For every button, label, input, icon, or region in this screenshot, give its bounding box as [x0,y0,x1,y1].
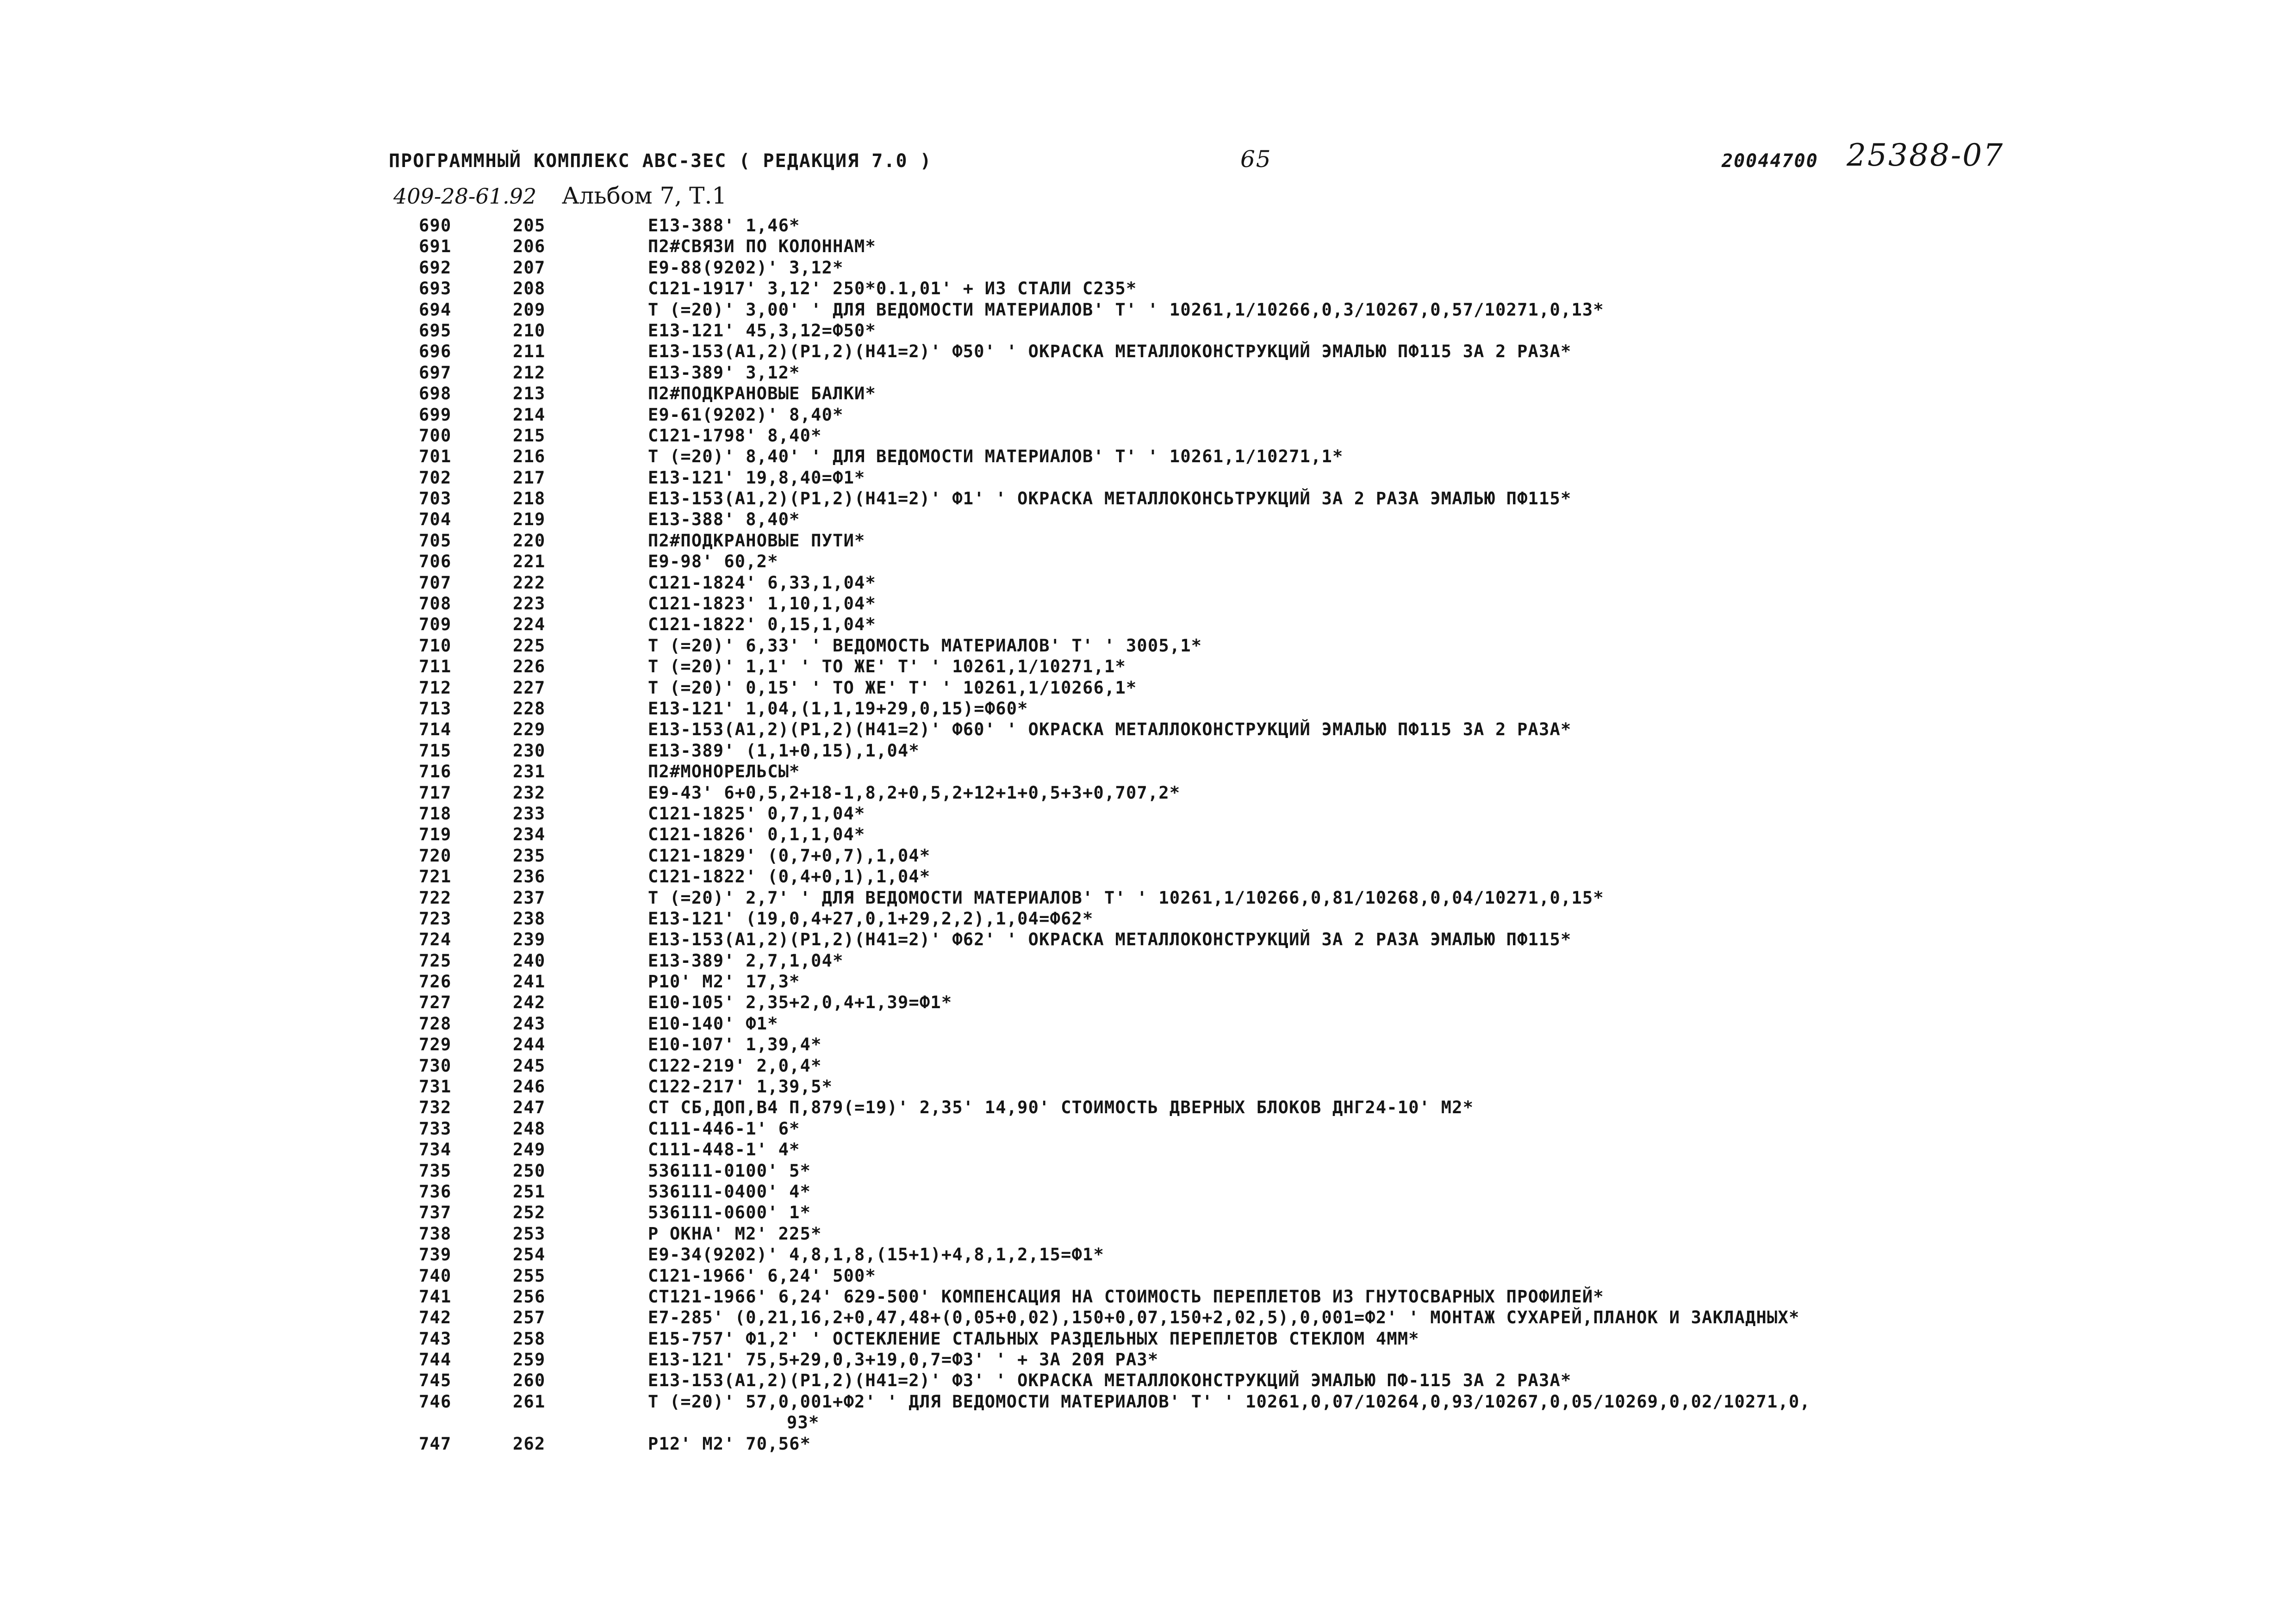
listing-row [0,803,2296,824]
record-number: 244 [513,1035,546,1055]
record-text [648,362,800,383]
listing-row [0,950,2296,971]
record-text-line: Е13-153(А1,2)(Р1,2)(Н41=2)' Ф50' ' ОКРАСКА МЕТАЛЛОКОНСТРУКЦИЙ ЭМАЛЬЮ ПФ115 ЗА 2 РАЗА* [648,341,1572,362]
record-text-line: Т (=20)' 57,0,001+Ф2' ' ДЛЯ ВЕДОМОСТИ МАТЕРИАЛОВ' Т' ' 10261,0,07/10264,0,93/10267,0,05/10269,0,02/10271,0, [648,1391,1811,1412]
record-text [648,299,1604,320]
listing-row [0,362,2296,383]
line-number: 716 [419,762,452,782]
line-number: 694 [419,299,452,320]
record-text [648,1118,800,1139]
record-text [648,1055,822,1076]
record-text [648,992,952,1013]
listing-row [0,509,2296,530]
record-number: 210 [513,320,546,341]
listing-row [0,593,2296,614]
record-text [648,782,1180,803]
line-number: 718 [419,803,452,824]
record-text-line: С121-1917' 3,12' 250*0.1,01' + ИЗ СТАЛИ С235* [648,279,1137,299]
record-number: 224 [513,614,546,635]
record-text-line: Е13-389' 2,7,1,04* [648,950,844,971]
record-number: 257 [513,1308,546,1328]
line-number: 740 [419,1265,452,1286]
record-number: 259 [513,1350,546,1370]
record-text [648,404,844,425]
record-text [648,950,844,971]
listing-row [0,698,2296,719]
record-number: 208 [513,279,546,299]
line-number: 697 [419,362,452,383]
record-text [648,887,1604,908]
line-number: 731 [419,1077,452,1097]
line-number: 710 [419,635,452,656]
record-text [648,719,1571,740]
record-number: 214 [513,404,546,425]
record-text-line: С121-1798' 8,40* [648,425,822,446]
line-number: 693 [419,279,452,299]
record-number: 239 [513,930,546,950]
listing-row [0,1328,2296,1349]
record-number: 245 [513,1055,546,1076]
listing-row [0,404,2296,425]
listing-row [0,971,2296,992]
record-text [648,1034,822,1055]
record-number: 232 [513,782,546,803]
record-text [648,446,1343,467]
handwritten-reference-line [393,180,727,212]
line-number: 736 [419,1181,452,1202]
record-text-line: П2#ПОДКРАНОВЫЕ ПУТИ* [648,530,865,551]
listing-row [0,719,2296,740]
record-number: 240 [513,950,546,971]
line-number: 746 [419,1391,452,1412]
record-text [648,845,930,866]
record-number: 215 [513,425,546,446]
record-text [648,656,1126,677]
listing-row [0,845,2296,866]
record-text-line: Е13-121' (19,0,4+27,0,1+29,2,2),1,04=Ф62* [648,908,1094,929]
record-number: 248 [513,1118,546,1139]
listing-row [0,1118,2296,1139]
listing-row [0,488,2296,509]
record-text-line: Е13-389' (1,1+0,15),1,04* [648,740,920,761]
listing-row [0,1013,2296,1034]
record-number: 249 [513,1140,546,1160]
listing-row [0,236,2296,257]
record-number: 212 [513,362,546,383]
record-text [648,1265,876,1286]
record-text-line: С122-217' 1,39,5* [648,1077,833,1097]
record-text [648,509,800,530]
record-text [648,1286,1604,1307]
record-text-line: С121-1825' 0,7,1,04* [648,803,865,824]
record-text [648,425,822,446]
listing-row [0,1202,2296,1223]
line-number: 725 [419,950,452,971]
record-number: 234 [513,825,546,845]
record-text-line: Е10-105' 2,35+2,0,4+1,39=Ф1* [648,992,952,1013]
listing-row [0,635,2296,656]
line-number: 704 [419,509,452,530]
record-text [648,320,876,341]
listing-row [0,383,2296,404]
record-text [648,1013,778,1034]
line-number: 703 [419,489,452,509]
record-number: 207 [513,257,546,278]
record-text-line: С121-1824' 6,33,1,04* [648,572,876,593]
record-number: 229 [513,719,546,740]
record-text-line: Е9-98' 60,2* [648,552,778,572]
listing-row [0,1034,2296,1055]
record-number: 222 [513,572,546,593]
record-text [648,866,930,887]
page-number: 65 [1240,146,1272,173]
listing-row [0,341,2296,362]
line-number: 690 [419,216,452,236]
record-text [648,488,1571,509]
listing-row [0,740,2296,761]
record-text-line: Р ОКНА' М2' 225* [648,1223,822,1244]
record-text [648,215,800,236]
line-number: 707 [419,572,452,593]
line-number: 719 [419,825,452,845]
line-number: 734 [419,1140,452,1160]
listing-row [0,1370,2296,1391]
record-text [648,908,1094,929]
record-number: 218 [513,489,546,509]
record-text [648,1160,811,1181]
record-number: 206 [513,236,546,257]
listing-row [0,467,2296,488]
record-number: 219 [513,509,546,530]
record-number: 242 [513,992,546,1013]
line-number: 745 [419,1370,452,1391]
listing-row [0,425,2296,446]
line-number: 747 [419,1433,452,1454]
line-number: 698 [419,384,452,404]
record-number: 258 [513,1328,546,1349]
listing-row [0,1391,2296,1433]
record-text-line: Е15-757' Ф1,2' ' ОСТЕКЛЕНИЕ СТАЛЬНЫХ РАЗДЕЛЬНЫХ ПЕРЕПЛЕТОВ СТЕКЛОМ 4ММ* [648,1328,1419,1349]
record-number: 247 [513,1097,546,1118]
line-number: 739 [419,1245,452,1265]
record-text-line: С111-446-1' 6* [648,1118,800,1139]
record-number: 227 [513,677,546,698]
record-text-line: Е10-140' Ф1* [648,1013,778,1034]
record-text-line: С121-1826' 0,1,1,04* [648,825,865,845]
program-header: ПРОГРАММНЫЙ КОМПЛЕКС АВС-ЗЕС ( РЕДАКЦИЯ 7.0 ) [389,150,932,172]
line-number: 722 [419,887,452,908]
record-number: 223 [513,594,546,614]
handwritten-number: 25388-07 [1847,137,2004,173]
record-text-line: Е7-285' (0,21,16,2+0,47,48+(0,05+0,02),150+0,07,150+2,02,5),0,001=Ф2' ' МОНТАЖ СУХАРЕЙ,ПЛАНОК И ЗАКЛАДНЫХ* [648,1308,1800,1328]
record-number: 226 [513,657,546,677]
line-number: 732 [419,1097,452,1118]
record-text-line: Е13-153(А1,2)(Р1,2)(Н41=2)' Ф62' ' ОКРАСКА МЕТАЛЛОКОНСТРУКЦИЙ ЗА 2 РАЗА ЭМАЛЬЮ ПФ115* [648,930,1572,950]
record-text [648,740,920,761]
listing-row [0,1055,2296,1076]
record-text-line: Т (=20)' 2,7' ' ДЛЯ ВЕДОМОСТИ МАТЕРИАЛОВ' Т' ' 10261,1/10266,0,81/10268,0,04/10271,0,15* [648,887,1604,908]
record-text [648,803,865,824]
record-text [648,551,778,572]
record-text [648,236,876,257]
line-number: 727 [419,992,452,1013]
handwritten-ref: 409-28-61.92 [393,184,537,209]
record-text [648,635,1202,656]
record-number: 213 [513,384,546,404]
record-number: 262 [513,1433,546,1454]
listing-row [0,1286,2296,1307]
record-text [648,593,876,614]
album-label: Альбом 7, Т.1 [561,182,727,209]
listing [0,215,2296,1454]
record-text-line: Е13-121' 75,5+29,0,3+19,0,7=Ф3' ' + ЗА 20Я РАЗ* [648,1350,1159,1370]
listing-row [0,257,2296,278]
listing-row [0,446,2296,467]
record-text [648,1244,1104,1265]
record-number: 246 [513,1077,546,1097]
record-text-line: П2#ПОДКРАНОВЫЕ БАЛКИ* [648,384,876,404]
listing-row [0,761,2296,782]
record-text-line: СТ СБ,ДОП,В4 П,879(=19)' 2,35' 14,90' СТОИМОСТЬ ДВЕРНЫХ БЛОКОВ ДНГ24-10' М2* [648,1097,1474,1118]
record-text-line: С121-1822' (0,4+0,1),1,04* [648,867,931,887]
listing-row [0,299,2296,320]
listing-row [0,1139,2296,1160]
line-number: 723 [419,908,452,929]
listing-row [0,908,2296,929]
record-number: 205 [513,216,546,236]
record-text-line: Р10' М2' 17,3* [648,972,800,992]
record-text [648,1202,811,1223]
record-number: 253 [513,1223,546,1244]
record-number: 231 [513,762,546,782]
listing-row [0,215,2296,236]
record-text [648,383,876,404]
line-number: 744 [419,1350,452,1370]
record-text-continuation: 93* [787,1413,820,1433]
listing-row [0,1097,2296,1118]
record-text [648,614,876,635]
record-text-line: С121-1966' 6,24' 500* [648,1265,876,1286]
record-number: 228 [513,698,546,719]
record-number: 217 [513,467,546,488]
line-number: 715 [419,740,452,761]
record-text [648,530,865,551]
record-text [648,1433,811,1454]
line-number: 714 [419,719,452,740]
line-number: 729 [419,1035,452,1055]
listing-row [0,614,2296,635]
line-number: 695 [419,320,452,341]
line-number: 702 [419,467,452,488]
record-text-line: Е13-153(А1,2)(Р1,2)(Н41=2)' Ф3' ' ОКРАСКА МЕТАЛЛОКОНСТРУКЦИЙ ЭМАЛЬЮ ПФ-115 ЗА 2 РАЗА* [648,1370,1572,1391]
line-number: 724 [419,930,452,950]
listing-row [0,572,2296,593]
record-number: 236 [513,867,546,887]
record-text-line: Е13-388' 8,40* [648,509,800,530]
listing-row [0,656,2296,677]
line-number: 691 [419,236,452,257]
record-text-line: Е9-34(9202)' 4,8,1,8,(15+1)+4,8,1,2,15=Ф1* [648,1245,1104,1265]
listing-row [0,1160,2296,1181]
record-text [648,572,876,593]
listing-row [0,866,2296,887]
record-number: 250 [513,1160,546,1181]
record-text-line: Е13-389' 3,12* [648,362,800,383]
record-text-line: 536111-0600' 1* [648,1203,811,1223]
listing-row [0,1076,2296,1097]
record-text [648,1139,800,1160]
line-number: 708 [419,594,452,614]
record-text [648,824,865,845]
record-number: 241 [513,972,546,992]
line-number: 728 [419,1013,452,1034]
listing-row [0,824,2296,845]
line-number: 738 [419,1223,452,1244]
record-text-line: Т (=20)' 6,33' ' ВЕДОМОСТЬ МАТЕРИАЛОВ' Т' ' 3005,1* [648,635,1202,656]
line-number: 705 [419,530,452,551]
record-text-line: Е9-61(9202)' 8,40* [648,404,844,425]
record-number: 235 [513,845,546,866]
record-text [648,761,800,782]
record-text-line: СТ121-1966' 6,24' 629-500' КОМПЕНСАЦИЯ НА СТОИМОСТЬ ПЕРЕПЛЕТОВ ИЗ ГНУТОСВАРНЫХ ПРОФИЛЕЙ* [648,1286,1604,1307]
listing-row [0,1244,2296,1265]
listing-row [0,551,2296,572]
line-number: 743 [419,1328,452,1349]
record-text-line: С121-1822' 0,15,1,04* [648,614,876,635]
listing-row [0,992,2296,1013]
line-number: 737 [419,1203,452,1223]
record-text-line: Е13-153(А1,2)(Р1,2)(Н41=2)' Ф1' ' ОКРАСКА МЕТАЛЛОКОНСЬТРУКЦИЙ ЗА 2 РАЗА ЭМАЛЬЮ ПФ115* [648,489,1572,509]
record-number: 252 [513,1203,546,1223]
line-number: 699 [419,404,452,425]
record-text [648,1181,811,1202]
record-text-line: Е13-121' 1,04,(1,1,19+29,0,15)=Ф60* [648,698,1028,719]
record-text-line: С121-1823' 1,10,1,04* [648,594,876,614]
record-text-line: 536111-0400' 4* [648,1181,811,1202]
record-text [648,467,865,488]
record-number: 261 [513,1391,546,1412]
record-number: 220 [513,530,546,551]
record-text-line: П2#СВЯЗИ ПО КОЛОННАМ* [648,236,876,257]
line-number: 696 [419,341,452,362]
record-text [648,1391,1811,1433]
line-number: 709 [419,614,452,635]
listing-row [0,278,2296,299]
listing-row [0,1223,2296,1244]
line-number: 701 [419,446,452,467]
record-number: 233 [513,803,546,824]
record-number: 211 [513,341,546,362]
record-text [648,1307,1799,1328]
line-number: 742 [419,1308,452,1328]
record-text [648,1349,1158,1370]
record-text-line: Е13-388' 1,46* [648,216,800,236]
record-number: 237 [513,887,546,908]
record-text-line: П2#МОНОРЕЛЬСЫ* [648,762,800,782]
line-number: 713 [419,698,452,719]
listing-row [0,320,2296,341]
listing-row [0,1265,2296,1286]
line-number: 721 [419,867,452,887]
record-text [648,341,1571,362]
line-number: 712 [419,677,452,698]
record-text-line: Е10-107' 1,39,4* [648,1035,822,1055]
record-number: 209 [513,299,546,320]
listing-row [0,1307,2296,1328]
line-number: 720 [419,845,452,866]
listing-row [0,1433,2296,1454]
line-number: 741 [419,1286,452,1307]
listing-row [0,782,2296,803]
document-code: 20044700 [1722,150,1818,172]
listing-row [0,929,2296,950]
listing-row [0,677,2296,698]
record-text-line: Т (=20)' 3,00' ' ДЛЯ ВЕДОМОСТИ МАТЕРИАЛОВ' Т' ' 10261,1/10266,0,3/10267,0,57/10271,0,13* [648,299,1604,320]
record-text-line: Т (=20)' 0,15' ' ТО ЖЕ' Т' ' 10261,1/10266,1* [648,677,1137,698]
line-number: 717 [419,782,452,803]
line-number: 726 [419,972,452,992]
record-text [648,1223,822,1244]
record-number: 251 [513,1181,546,1202]
line-number: 706 [419,552,452,572]
record-number: 221 [513,552,546,572]
listing-row [0,530,2296,551]
record-text [648,278,1137,299]
record-number: 255 [513,1265,546,1286]
record-text-line: Е13-153(А1,2)(Р1,2)(Н41=2)' Ф60' ' ОКРАСКА МЕТАЛЛОКОНСТРУКЦИЙ ЭМАЛЬЮ ПФ115 ЗА 2 РАЗА* [648,719,1572,740]
line-number: 711 [419,657,452,677]
record-text-line: Р12' М2' 70,56* [648,1433,811,1454]
record-text [648,971,800,992]
record-text [648,1328,1419,1349]
record-text-line: 536111-0100' 5* [648,1160,811,1181]
line-number: 692 [419,257,452,278]
line-number: 735 [419,1160,452,1181]
record-number: 238 [513,908,546,929]
record-text-line: Т (=20)' 8,40' ' ДЛЯ ВЕДОМОСТИ МАТЕРИАЛОВ' Т' ' 10261,1/10271,1* [648,446,1344,467]
record-text [648,1370,1571,1391]
record-text-line: Е9-88(9202)' 3,12* [648,257,844,278]
line-number: 730 [419,1055,452,1076]
listing-row [0,887,2296,908]
line-number: 733 [419,1118,452,1139]
record-text-line: С122-219' 2,0,4* [648,1055,822,1076]
record-text [648,677,1137,698]
record-number: 230 [513,740,546,761]
record-text [648,1076,833,1097]
listing-row [0,1181,2296,1202]
record-text-line: С111-448-1' 4* [648,1140,800,1160]
record-number: 256 [513,1286,546,1307]
record-text [648,257,844,278]
record-text [648,698,1028,719]
record-text-line: Т (=20)' 1,1' ' ТО ЖЕ' Т' ' 10261,1/10271,1* [648,657,1126,677]
record-text [648,929,1571,950]
record-number: 260 [513,1370,546,1391]
record-text-line: Е13-121' 45,3,12=Ф50* [648,320,876,341]
record-number: 216 [513,446,546,467]
record-text-line: Е13-121' 19,8,40=Ф1* [648,467,865,488]
record-number: 243 [513,1013,546,1034]
record-number: 254 [513,1245,546,1265]
record-text-line: С121-1829' (0,7+0,7),1,04* [648,845,931,866]
record-text-line: Е9-43' 6+0,5,2+18-1,8,2+0,5,2+12+1+0,5+3+0,707,2* [648,782,1181,803]
record-number: 225 [513,635,546,656]
record-text [648,1097,1474,1118]
line-number: 700 [419,425,452,446]
listing-row [0,1349,2296,1370]
